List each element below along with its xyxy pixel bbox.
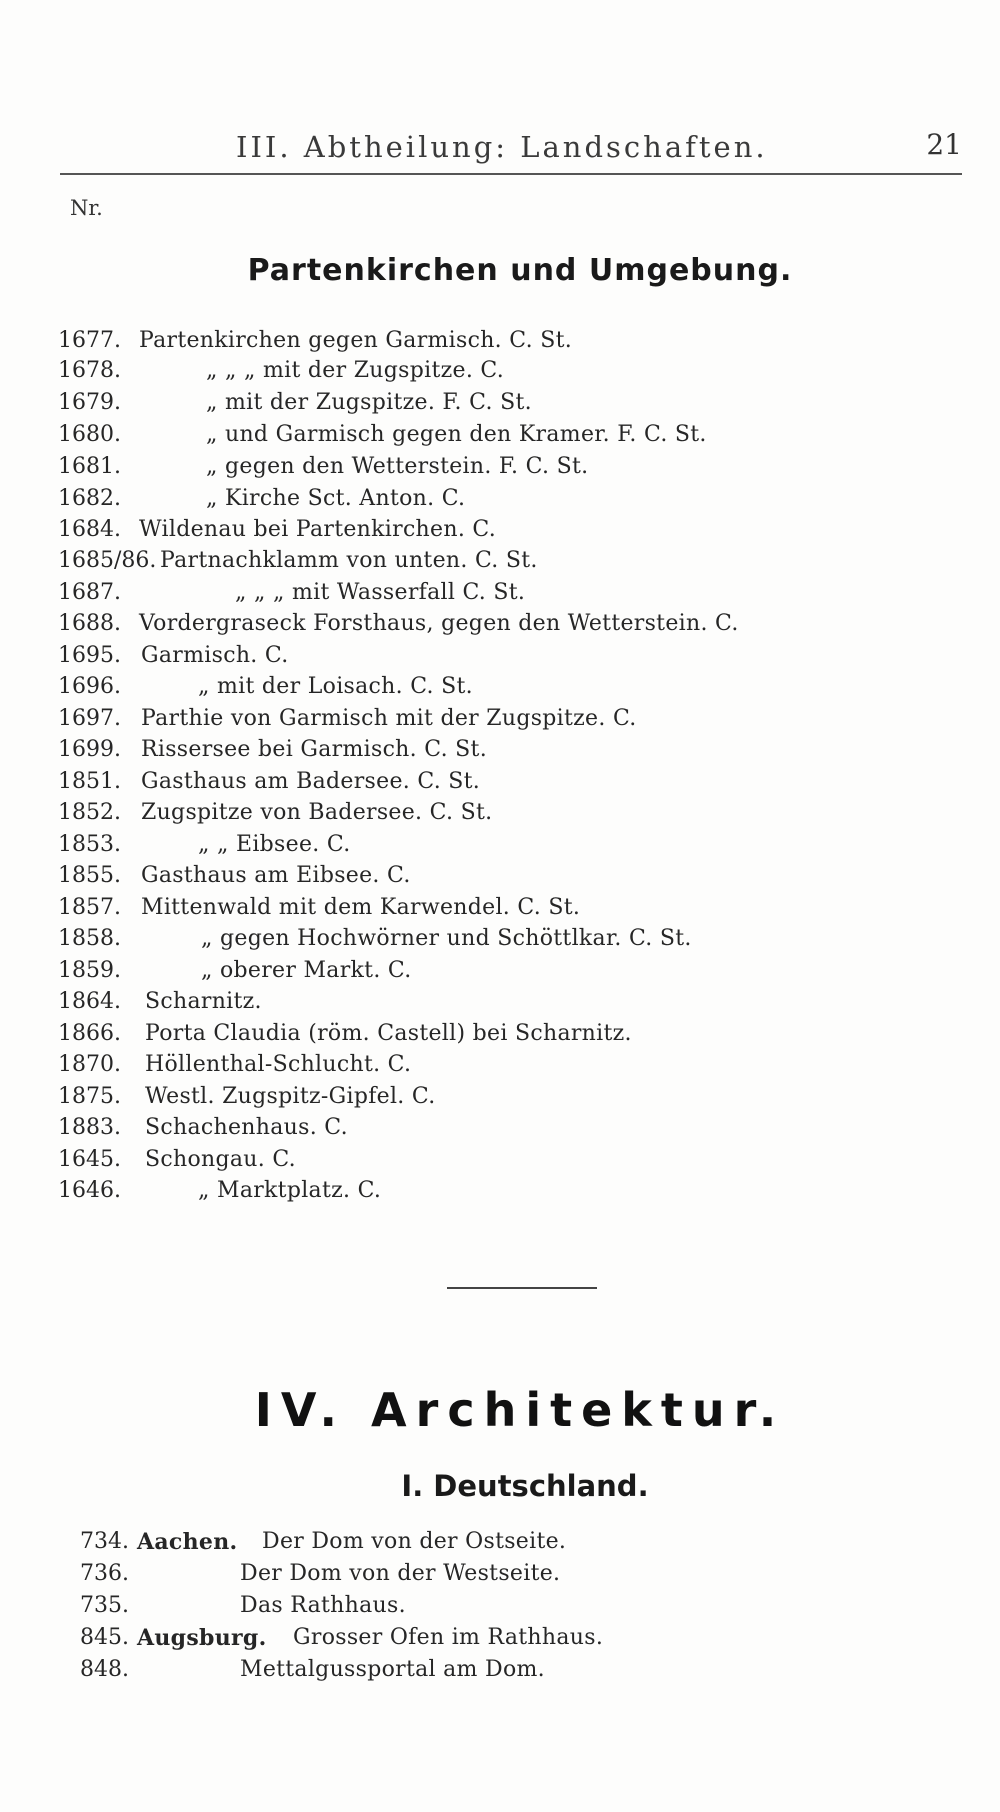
list-item <box>0 956 1000 986</box>
list-item <box>0 1050 1000 1080</box>
column-label-nr: Nr. <box>70 196 103 220</box>
list-item <box>0 388 1000 418</box>
entry-text: Schongau. C. <box>145 1147 296 1172</box>
entry-text: „ und Garmisch gegen den Kramer. F. C. St. <box>206 422 707 447</box>
entry-text: „ mit der Zugspitze. F. C. St. <box>206 390 532 415</box>
list-item <box>0 1655 1000 1685</box>
entry-number: 1679. <box>58 390 121 415</box>
list-item <box>0 641 1000 671</box>
entry-number: 1687. <box>58 580 121 605</box>
list-item <box>0 1527 1000 1557</box>
entry-number: 1852. <box>58 800 121 825</box>
entry-text: Gasthaus am Badersee. C. St. <box>141 769 481 794</box>
list-item <box>0 1559 1000 1589</box>
entry-text: „ Marktplatz. C. <box>198 1178 382 1203</box>
entry-number: 1699. <box>58 737 121 762</box>
entry-number: 1646. <box>58 1178 121 1203</box>
list-item <box>0 1019 1000 1049</box>
entry-number: 1645. <box>58 1147 121 1172</box>
list-item <box>0 420 1000 450</box>
entry-number: 1677. <box>58 328 121 353</box>
running-head <box>60 122 962 166</box>
list-item <box>0 356 1000 386</box>
entry-number: 736. <box>80 1561 129 1586</box>
entry-number: 1870. <box>58 1052 121 1077</box>
running-head-title: III. Abtheilung: Landschaften. <box>236 130 768 164</box>
list-item <box>0 893 1000 923</box>
entry-number: 1866. <box>58 1021 121 1046</box>
entry-number: 1853. <box>58 832 121 857</box>
entry-place: Aachen. <box>137 1529 238 1555</box>
list-item <box>0 987 1000 1017</box>
page-number: 21 <box>926 128 962 161</box>
entry-text: Grosser Ofen im Rathhaus. <box>293 1625 604 1650</box>
list-item <box>0 1113 1000 1143</box>
entry-number: 1678. <box>58 358 121 383</box>
entry-text: „ Kirche Sct. Anton. C. <box>206 486 466 511</box>
list-item <box>0 1591 1000 1621</box>
entry-text: Partenkirchen gegen Garmisch. C. St. <box>139 328 573 353</box>
list-item <box>0 515 1000 545</box>
list-item <box>0 1145 1000 1175</box>
entry-text: Der Dom von der Ostseite. <box>262 1529 567 1554</box>
entry-text: „ „ „ mit Wasserfall C. St. <box>235 580 526 605</box>
list-item <box>0 830 1000 860</box>
list-item <box>0 1176 1000 1206</box>
list-item <box>0 672 1000 702</box>
entry-text: „ oberer Markt. C. <box>201 958 412 983</box>
entry-text: Mettalgussportal am Dom. <box>240 1657 545 1682</box>
entry-number: 735. <box>80 1593 129 1618</box>
list-item <box>0 861 1000 891</box>
entry-number: 1859. <box>58 958 121 983</box>
entry-number: 1681. <box>58 454 121 479</box>
part-heading-architektur: IV. Architektur. <box>254 1383 786 1437</box>
entry-text: „ „ Eibsee. C. <box>198 832 351 857</box>
entry-place: Augsburg. <box>137 1625 267 1651</box>
entry-number: 1680. <box>58 422 121 447</box>
list-item <box>0 1082 1000 1112</box>
entry-text: Garmisch. C. <box>141 643 289 668</box>
entry-text: Westl. Zugspitz-Gipfel. C. <box>145 1084 436 1109</box>
entry-number: 1864. <box>58 989 121 1014</box>
entry-text: Mittenwald mit dem Karwendel. C. St. <box>141 895 581 920</box>
list-item <box>0 578 1000 608</box>
entry-text: Parthie von Garmisch mit der Zugspitze. C. <box>141 706 637 731</box>
section-divider <box>447 1287 597 1289</box>
list-item <box>0 767 1000 797</box>
list-item <box>0 735 1000 765</box>
entry-number: 1695. <box>58 643 121 668</box>
entry-number: 1685/86. <box>58 548 157 573</box>
entry-number: 1684. <box>58 517 121 542</box>
entry-number: 1883. <box>58 1115 121 1140</box>
entry-text: Partnachklamm von unten. C. St. <box>160 548 538 573</box>
list-item <box>0 704 1000 734</box>
section-heading-deutschland: I. Deutschland. <box>401 1469 649 1503</box>
entry-text: Das Rathhaus. <box>240 1593 406 1618</box>
list-item <box>0 452 1000 482</box>
entry-number: 848. <box>80 1657 129 1682</box>
entry-number: 1697. <box>58 706 121 731</box>
entry-text: Porta Claudia (röm. Castell) bei Scharnitz. <box>145 1021 632 1046</box>
entry-text: Der Dom von der Westseite. <box>240 1561 561 1586</box>
entry-text: Scharnitz. <box>145 989 262 1014</box>
entry-text: „ gegen Hochwörner und Schöttlkar. C. St. <box>201 926 692 951</box>
list-item <box>0 484 1000 514</box>
entry-number: 1682. <box>58 486 121 511</box>
entry-number: 1875. <box>58 1084 121 1109</box>
list-item <box>0 546 1000 576</box>
entry-text: „ mit der Loisach. C. St. <box>198 674 473 699</box>
entry-text: Zugspitze von Badersee. C. St. <box>141 800 493 825</box>
entry-number: 1688. <box>58 611 121 636</box>
entry-text: Vordergraseck Forsthaus, gegen den Wetterstein. C. <box>139 611 739 636</box>
section-heading-partenkirchen: Partenkirchen und Umgebung. <box>247 253 793 288</box>
entry-number: 1696. <box>58 674 121 699</box>
list-item <box>0 924 1000 954</box>
entry-text: Höllenthal-Schlucht. C. <box>145 1052 412 1077</box>
entry-text: Gasthaus am Eibsee. C. <box>141 863 411 888</box>
entry-text: Schachenhaus. C. <box>145 1115 348 1140</box>
entry-number: 845. <box>80 1625 129 1650</box>
list-item <box>0 798 1000 828</box>
entry-text: „ „ „ mit der Zugspitze. C. <box>206 358 505 383</box>
entry-text: Wildenau bei Partenkirchen. C. <box>139 517 497 542</box>
header-rule <box>60 173 962 175</box>
entry-number: 734. <box>80 1529 129 1554</box>
entry-text: Rissersee bei Garmisch. C. St. <box>141 737 487 762</box>
list-item <box>0 609 1000 639</box>
entry-number: 1858. <box>58 926 121 951</box>
entry-text: „ gegen den Wetterstein. F. C. St. <box>206 454 589 479</box>
entry-number: 1851. <box>58 769 121 794</box>
entry-number: 1857. <box>58 895 121 920</box>
entry-number: 1855. <box>58 863 121 888</box>
list-item <box>0 1623 1000 1653</box>
list-item <box>0 326 1000 356</box>
